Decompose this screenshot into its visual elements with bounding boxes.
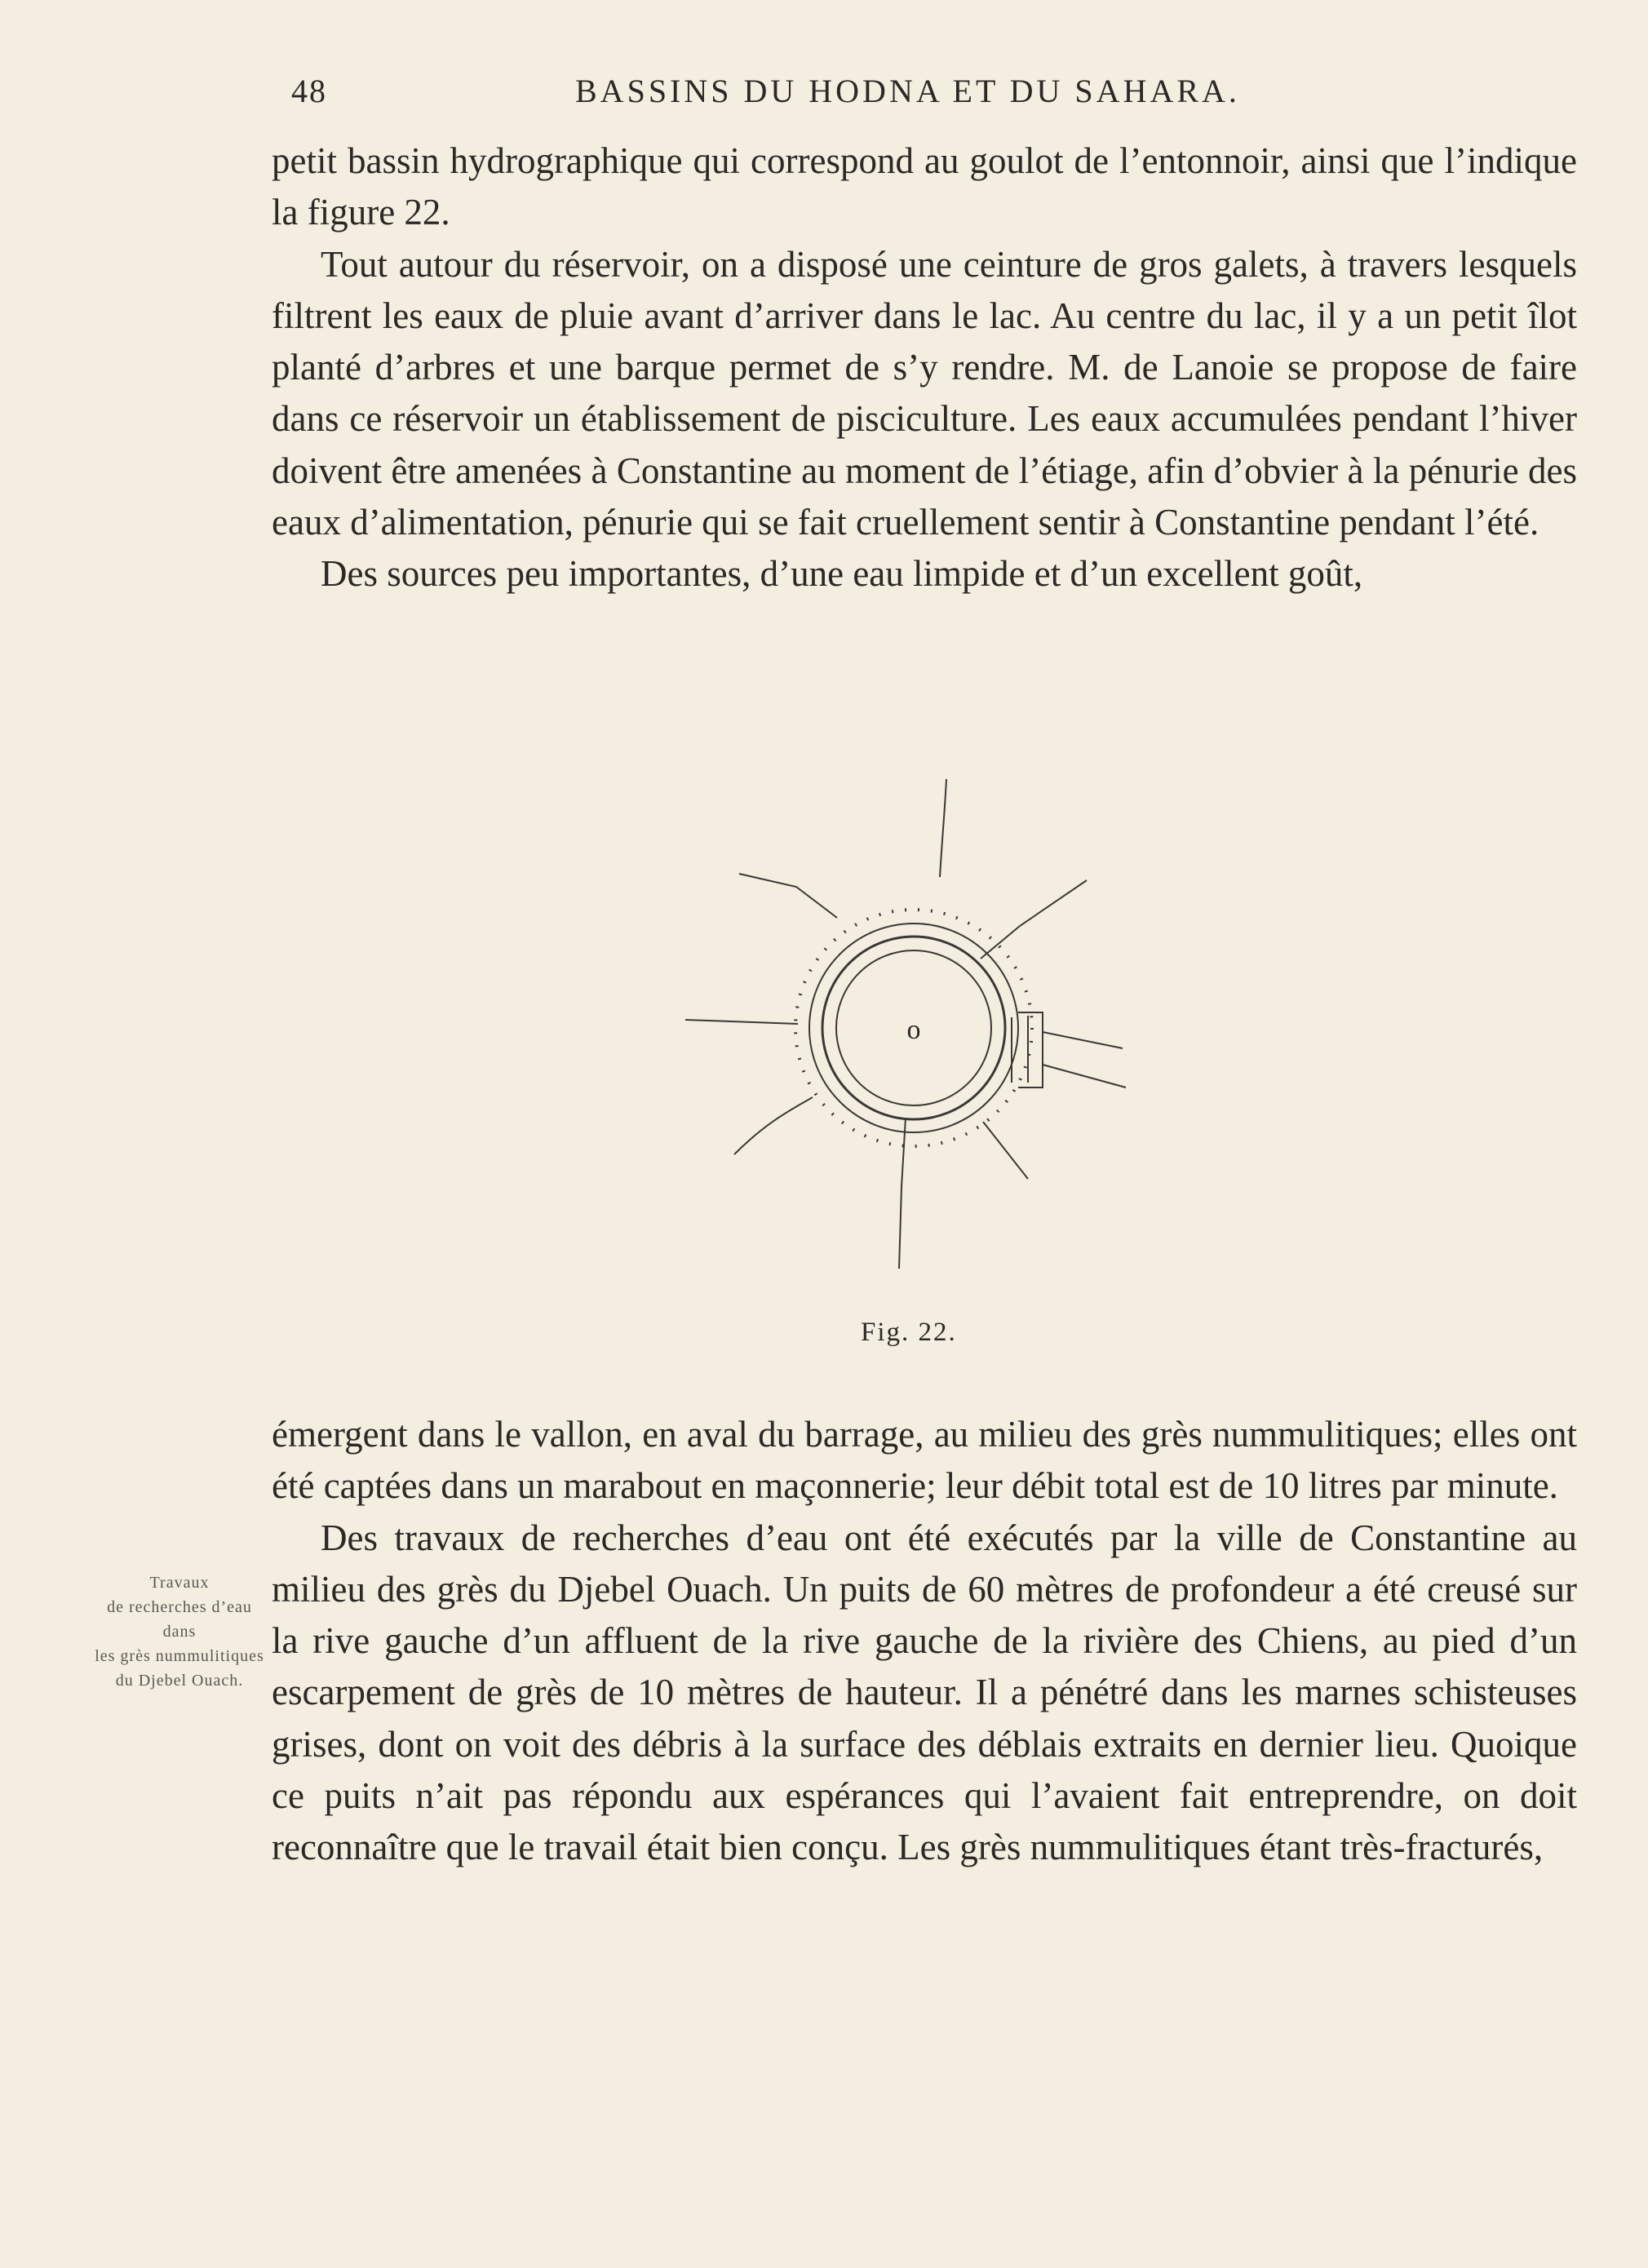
margin-note-line: dans (162, 1623, 197, 1641)
margin-note-line: du Djebel Ouach. (115, 1672, 244, 1690)
running-title: BASSINS DU HODNA ET DU SAHARA. (575, 73, 1240, 109)
island-label: o (906, 1015, 921, 1045)
paragraph: petit bassin hydrographique qui correspond au goulot de l’entonnoir, ainsi que l’indique la figure 22. (272, 140, 1577, 233)
margin-note-line: les grès nummulitiques (95, 1647, 264, 1665)
paragraph: émergent dans le vallon, en aval du barrage, au milieu des grès nummulitiques; elles ont été captées dans un marabout en maçonnerie; leur débit total est de 10 litres par minute. (272, 1414, 1577, 1507)
margin-note (94, 1570, 265, 1693)
page-number: 48 (291, 73, 327, 109)
figure-caption: Fig. 22. (861, 1318, 957, 1347)
paragraph: Des sources peu importantes, d’une eau limpide et d’un excellent goût, (321, 553, 1363, 595)
reservoir-figure (685, 779, 1142, 1293)
margin-note-line: de recherches d’eau (107, 1598, 252, 1616)
text-block-bottom (272, 1409, 1577, 1874)
margin-note-line: Travaux (149, 1574, 210, 1592)
text-block-top (272, 135, 1577, 600)
paragraph: Tout autour du réservoir, on a disposé une ceinture de gros galets, à travers lesquels filtrent les eaux de pluie avant d’arriver dans le lac. Au centre du lac, il y a un petit îlot planté d’arbres et une barque permet de s’y rendre. M. de Lanoie se propose de faire dans ce réservoir un établissement de pisciculture. Les eaux accumulées pendant l’hiver doivent être amenées à Constantine au moment de l’étiage, afin d’obvier à la pénurie des eaux d’alimentation, pénurie qui se fait cruellement sentir à Constantine pendant l’été. (272, 243, 1577, 543)
paragraph: Des travaux de recherches d’eau ont été exécutés par la ville de Constantine au milieu des grès du Djebel Ouach. Un puits de 60 mètres de profondeur a été creusé sur la rive gauche d’un affluent de la rive gauche de la rivière des Chiens, au pied d’un escarpement de grès de 10 mètres de hauteur. Il a pénétré dans les marnes schisteuses grises, dont on voit des débris à la surface des déblais extraits en dernier lieu. Quoique ce puits n’ait pas répondu aux espérances qui l’avaient fait entreprendre, on doit reconnaître que le travail était bien conçu. Les grès nummulitiques étant très-fracturés, (272, 1517, 1577, 1868)
page-header (0, 72, 1648, 121)
